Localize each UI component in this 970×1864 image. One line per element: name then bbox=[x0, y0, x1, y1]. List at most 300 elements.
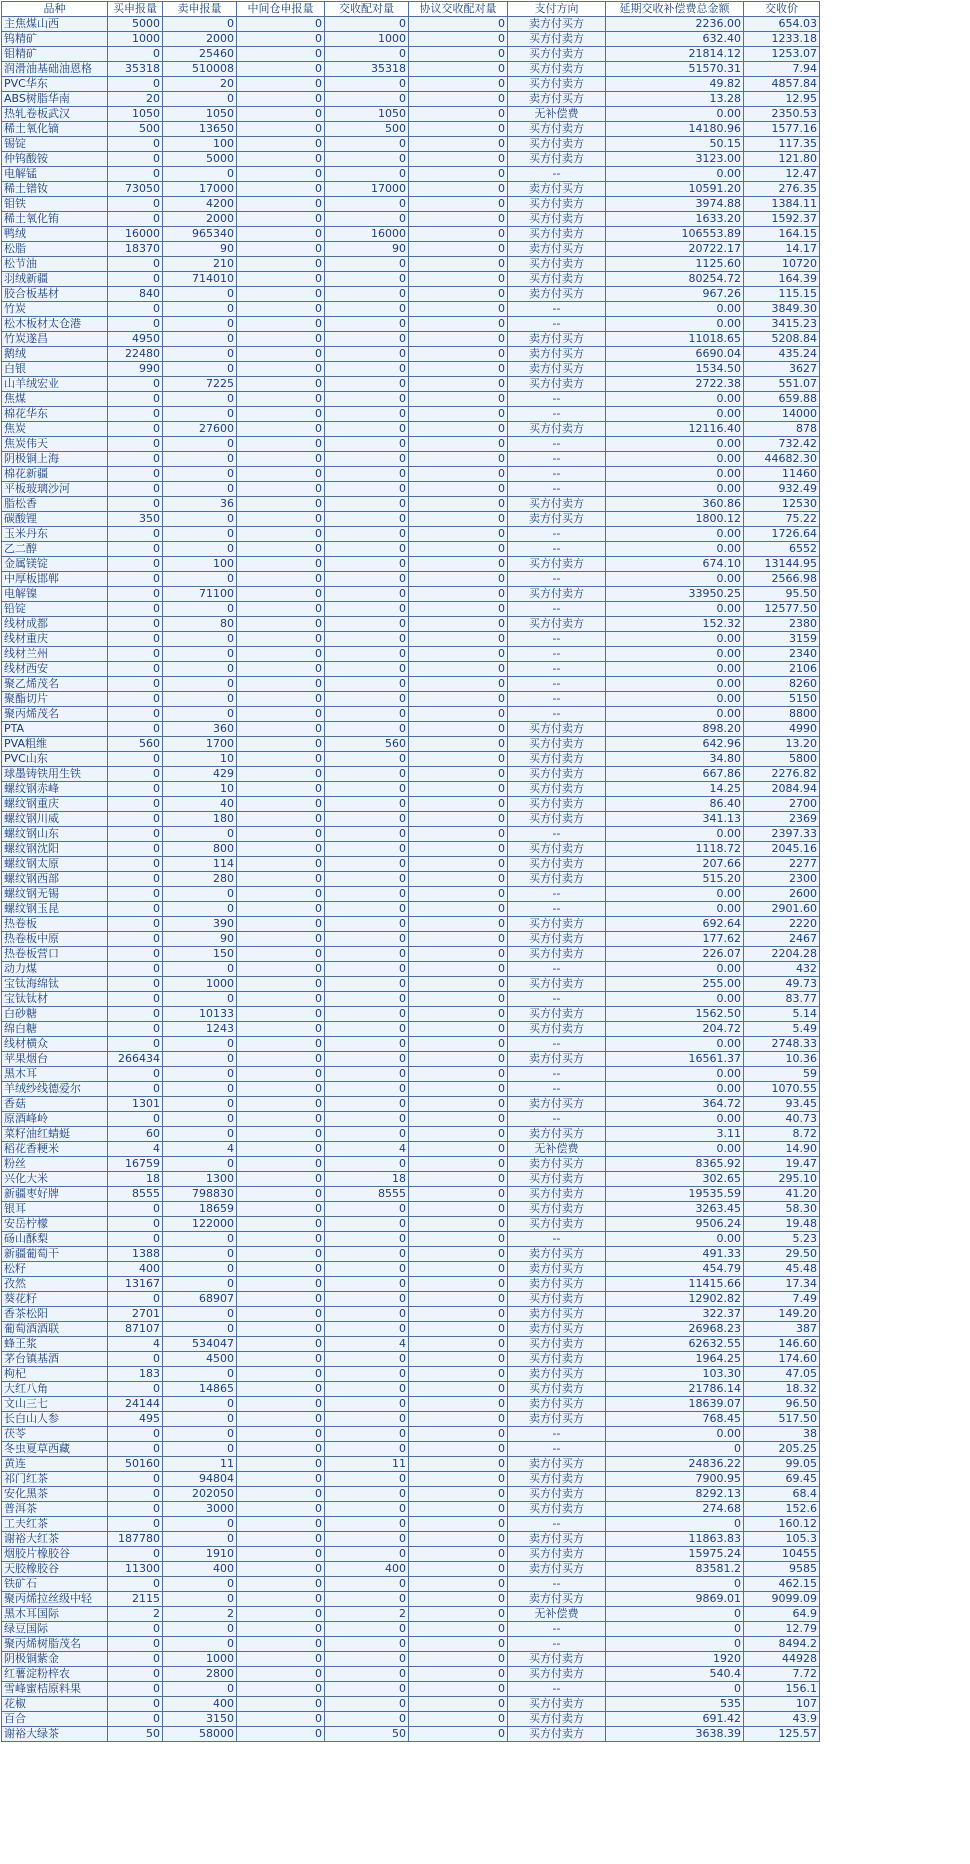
agreement-matched-cell: 0 bbox=[409, 1487, 508, 1502]
delivery-price-cell: 7.94 bbox=[744, 62, 820, 77]
table-row bbox=[2, 1607, 820, 1622]
buy-declared-cell: 0 bbox=[108, 797, 163, 812]
payment-direction-cell: 卖方付买方 bbox=[508, 1592, 606, 1607]
sell-declared-cell: 0 bbox=[163, 362, 237, 377]
compensation-total-cell: 8365.92 bbox=[606, 1157, 744, 1172]
delivery-matched-cell: 0 bbox=[325, 572, 409, 587]
table-row bbox=[2, 767, 820, 782]
compensation-total-cell: 0.00 bbox=[606, 542, 744, 557]
sell-declared-cell: 0 bbox=[163, 1082, 237, 1097]
delivery-price-cell: 8800 bbox=[744, 707, 820, 722]
compensation-total-cell: 642.96 bbox=[606, 737, 744, 752]
sell-declared-cell: 36 bbox=[163, 497, 237, 512]
table-row bbox=[2, 1277, 820, 1292]
compensation-total-cell: 0.00 bbox=[606, 167, 744, 182]
compensation-total-cell: 692.64 bbox=[606, 917, 744, 932]
delivery-price-cell: 14.17 bbox=[744, 242, 820, 257]
table-row bbox=[2, 887, 820, 902]
compensation-total-cell: 0 bbox=[606, 1637, 744, 1652]
compensation-total-cell: 0 bbox=[606, 1622, 744, 1637]
payment-direction-cell: 买方付卖方 bbox=[508, 377, 606, 392]
payment-direction-cell: 买方付卖方 bbox=[508, 587, 606, 602]
delivery-price-cell: 3627 bbox=[744, 362, 820, 377]
table-row bbox=[2, 842, 820, 857]
compensation-total-cell: 14180.96 bbox=[606, 122, 744, 137]
table-row bbox=[2, 737, 820, 752]
compensation-total-cell: 0.00 bbox=[606, 647, 744, 662]
intermediate-declared-cell: 0 bbox=[237, 1727, 325, 1742]
compensation-total-cell: 9506.24 bbox=[606, 1217, 744, 1232]
sell-declared-cell: 71100 bbox=[163, 587, 237, 602]
product-cell: 螺纹钢西部 bbox=[2, 872, 108, 887]
buy-declared-cell: 0 bbox=[108, 1217, 163, 1232]
intermediate-declared-cell: 0 bbox=[237, 347, 325, 362]
sell-declared-cell: 0 bbox=[163, 1427, 237, 1442]
compensation-total-cell: 12116.40 bbox=[606, 422, 744, 437]
intermediate-declared-cell: 0 bbox=[237, 62, 325, 77]
payment-direction-cell: 买方付卖方 bbox=[508, 1217, 606, 1232]
buy-declared-cell: 0 bbox=[108, 1382, 163, 1397]
delivery-price-cell: 517.50 bbox=[744, 1412, 820, 1427]
intermediate-declared-cell: 0 bbox=[237, 1112, 325, 1127]
delivery-price-cell: 160.12 bbox=[744, 1517, 820, 1532]
product-cell: 聚酯切片 bbox=[2, 692, 108, 707]
buy-declared-cell: 0 bbox=[108, 1502, 163, 1517]
compensation-total-cell: 83581.2 bbox=[606, 1562, 744, 1577]
intermediate-declared-cell: 0 bbox=[237, 797, 325, 812]
intermediate-declared-cell: 0 bbox=[237, 692, 325, 707]
table-row bbox=[2, 542, 820, 557]
sell-declared-cell: 390 bbox=[163, 917, 237, 932]
payment-direction-cell: 卖方付买方 bbox=[508, 512, 606, 527]
header-compensation-total: 延期交收补偿费总金额 bbox=[606, 2, 744, 17]
buy-declared-cell: 0 bbox=[108, 677, 163, 692]
delivery-price-cell: 125.57 bbox=[744, 1727, 820, 1742]
agreement-matched-cell: 0 bbox=[409, 782, 508, 797]
product-cell: 热卷板 bbox=[2, 917, 108, 932]
table-row bbox=[2, 1382, 820, 1397]
table-row bbox=[2, 1007, 820, 1022]
table-row bbox=[2, 197, 820, 212]
agreement-matched-cell: 0 bbox=[409, 422, 508, 437]
agreement-matched-cell: 0 bbox=[409, 197, 508, 212]
buy-declared-cell: 0 bbox=[108, 1352, 163, 1367]
buy-declared-cell: 4950 bbox=[108, 332, 163, 347]
agreement-matched-cell: 0 bbox=[409, 287, 508, 302]
product-cell: 棉花华东 bbox=[2, 407, 108, 422]
compensation-total-cell: 540.4 bbox=[606, 1667, 744, 1682]
delivery-price-cell: 1233.18 bbox=[744, 32, 820, 47]
table-row bbox=[2, 1097, 820, 1112]
compensation-total-cell: 18639.07 bbox=[606, 1397, 744, 1412]
intermediate-declared-cell: 0 bbox=[237, 1517, 325, 1532]
payment-direction-cell: -- bbox=[508, 527, 606, 542]
product-cell: 宝钛海绵钛 bbox=[2, 977, 108, 992]
delivery-price-cell: 41.20 bbox=[744, 1187, 820, 1202]
buy-declared-cell: 0 bbox=[108, 1487, 163, 1502]
sell-declared-cell: 0 bbox=[163, 527, 237, 542]
buy-declared-cell: 0 bbox=[108, 422, 163, 437]
sell-declared-cell: 1000 bbox=[163, 1652, 237, 1667]
payment-direction-cell: 买方付卖方 bbox=[508, 1727, 606, 1742]
product-cell: PVC华东 bbox=[2, 77, 108, 92]
delivery-price-cell: 49.73 bbox=[744, 977, 820, 992]
agreement-matched-cell: 0 bbox=[409, 1637, 508, 1652]
intermediate-declared-cell: 0 bbox=[237, 737, 325, 752]
delivery-price-cell: 5800 bbox=[744, 752, 820, 767]
compensation-total-cell: 15975.24 bbox=[606, 1547, 744, 1562]
delivery-price-cell: 13.20 bbox=[744, 737, 820, 752]
delivery-price-cell: 18.32 bbox=[744, 1382, 820, 1397]
delivery-price-cell: 551.07 bbox=[744, 377, 820, 392]
table-row bbox=[2, 272, 820, 287]
agreement-matched-cell: 0 bbox=[409, 1622, 508, 1637]
intermediate-declared-cell: 0 bbox=[237, 572, 325, 587]
product-cell: 冬虫夏草西藏 bbox=[2, 1442, 108, 1457]
payment-direction-cell: 无补偿费 bbox=[508, 1142, 606, 1157]
compensation-total-cell: 0.00 bbox=[606, 827, 744, 842]
compensation-total-cell: 0 bbox=[606, 1577, 744, 1592]
table-row bbox=[2, 1547, 820, 1562]
payment-direction-cell: 卖方付买方 bbox=[508, 1397, 606, 1412]
sell-declared-cell: 510008 bbox=[163, 62, 237, 77]
agreement-matched-cell: 0 bbox=[409, 137, 508, 152]
delivery-price-cell: 14.90 bbox=[744, 1142, 820, 1157]
sell-declared-cell: 2000 bbox=[163, 32, 237, 47]
payment-direction-cell: 买方付卖方 bbox=[508, 227, 606, 242]
payment-direction-cell: -- bbox=[508, 1427, 606, 1442]
buy-declared-cell: 0 bbox=[108, 692, 163, 707]
agreement-matched-cell: 0 bbox=[409, 1532, 508, 1547]
table-row bbox=[2, 512, 820, 527]
agreement-matched-cell: 0 bbox=[409, 542, 508, 557]
delivery-price-cell: 1577.16 bbox=[744, 122, 820, 137]
agreement-matched-cell: 0 bbox=[409, 812, 508, 827]
delivery-price-cell: 2467 bbox=[744, 932, 820, 947]
payment-direction-cell: 卖方付买方 bbox=[508, 1052, 606, 1067]
header-delivery-price: 交收价 bbox=[744, 2, 820, 17]
product-cell: 红薯淀粉梓农 bbox=[2, 1667, 108, 1682]
compensation-total-cell: 0.00 bbox=[606, 1232, 744, 1247]
compensation-total-cell: 0 bbox=[606, 1517, 744, 1532]
compensation-total-cell: 0.00 bbox=[606, 962, 744, 977]
table-row bbox=[2, 662, 820, 677]
intermediate-declared-cell: 0 bbox=[237, 497, 325, 512]
agreement-matched-cell: 0 bbox=[409, 962, 508, 977]
agreement-matched-cell: 0 bbox=[409, 1247, 508, 1262]
compensation-total-cell: 967.26 bbox=[606, 287, 744, 302]
table-row bbox=[2, 617, 820, 632]
compensation-total-cell: 0.00 bbox=[606, 677, 744, 692]
sell-declared-cell: 0 bbox=[163, 1412, 237, 1427]
header-product: 品种 bbox=[2, 2, 108, 17]
buy-declared-cell: 400 bbox=[108, 1262, 163, 1277]
agreement-matched-cell: 0 bbox=[409, 17, 508, 32]
sell-declared-cell: 0 bbox=[163, 1637, 237, 1652]
buy-declared-cell: 60 bbox=[108, 1127, 163, 1142]
product-cell: 葡萄酒酒联 bbox=[2, 1322, 108, 1337]
agreement-matched-cell: 0 bbox=[409, 1322, 508, 1337]
agreement-matched-cell: 0 bbox=[409, 1502, 508, 1517]
payment-direction-cell: 买方付卖方 bbox=[508, 1547, 606, 1562]
agreement-matched-cell: 0 bbox=[409, 1682, 508, 1697]
sell-declared-cell: 3150 bbox=[163, 1712, 237, 1727]
intermediate-declared-cell: 0 bbox=[237, 782, 325, 797]
table-row bbox=[2, 1067, 820, 1082]
delivery-matched-cell: 0 bbox=[325, 617, 409, 632]
agreement-matched-cell: 0 bbox=[409, 692, 508, 707]
intermediate-declared-cell: 0 bbox=[237, 1397, 325, 1412]
delivery-price-cell: 1253.07 bbox=[744, 47, 820, 62]
buy-declared-cell: 2115 bbox=[108, 1592, 163, 1607]
intermediate-declared-cell: 0 bbox=[237, 452, 325, 467]
delivery-matched-cell: 0 bbox=[325, 932, 409, 947]
delivery-matched-cell: 35318 bbox=[325, 62, 409, 77]
payment-direction-cell: -- bbox=[508, 827, 606, 842]
payment-direction-cell: 买方付卖方 bbox=[508, 122, 606, 137]
delivery-matched-cell: 0 bbox=[325, 1262, 409, 1277]
delivery-matched-cell: 0 bbox=[325, 77, 409, 92]
sell-declared-cell: 0 bbox=[163, 407, 237, 422]
sell-declared-cell: 90 bbox=[163, 932, 237, 947]
payment-direction-cell: 买方付卖方 bbox=[508, 1202, 606, 1217]
table-row bbox=[2, 77, 820, 92]
buy-declared-cell: 0 bbox=[108, 632, 163, 647]
product-cell: 线材横众 bbox=[2, 1037, 108, 1052]
intermediate-declared-cell: 0 bbox=[237, 1382, 325, 1397]
delivery-matched-cell: 0 bbox=[325, 452, 409, 467]
intermediate-declared-cell: 0 bbox=[237, 1037, 325, 1052]
delivery-matched-cell: 0 bbox=[325, 647, 409, 662]
payment-direction-cell: 买方付卖方 bbox=[508, 767, 606, 782]
buy-declared-cell: 0 bbox=[108, 902, 163, 917]
intermediate-declared-cell: 0 bbox=[237, 17, 325, 32]
table-row bbox=[2, 722, 820, 737]
table-row bbox=[2, 1037, 820, 1052]
compensation-total-cell: 0.00 bbox=[606, 1037, 744, 1052]
compensation-total-cell: 7900.95 bbox=[606, 1472, 744, 1487]
table-row bbox=[2, 992, 820, 1007]
compensation-total-cell: 20722.17 bbox=[606, 242, 744, 257]
sell-declared-cell: 14865 bbox=[163, 1382, 237, 1397]
buy-declared-cell: 0 bbox=[108, 647, 163, 662]
table-row bbox=[2, 917, 820, 932]
payment-direction-cell: 卖方付买方 bbox=[508, 242, 606, 257]
intermediate-declared-cell: 0 bbox=[237, 1217, 325, 1232]
sell-declared-cell: 800 bbox=[163, 842, 237, 857]
table-row bbox=[2, 857, 820, 872]
sell-declared-cell: 965340 bbox=[163, 227, 237, 242]
agreement-matched-cell: 0 bbox=[409, 1577, 508, 1592]
product-cell: 铅锭 bbox=[2, 602, 108, 617]
delivery-matched-cell: 0 bbox=[325, 992, 409, 1007]
payment-direction-cell: -- bbox=[508, 407, 606, 422]
agreement-matched-cell: 0 bbox=[409, 842, 508, 857]
delivery-matched-cell: 0 bbox=[325, 962, 409, 977]
agreement-matched-cell: 0 bbox=[409, 1097, 508, 1112]
sell-declared-cell: 0 bbox=[163, 1577, 237, 1592]
delivery-price-cell: 2204.28 bbox=[744, 947, 820, 962]
buy-declared-cell: 0 bbox=[108, 1682, 163, 1697]
sell-declared-cell: 80 bbox=[163, 617, 237, 632]
compensation-total-cell: 14.25 bbox=[606, 782, 744, 797]
payment-direction-cell: 卖方付买方 bbox=[508, 1097, 606, 1112]
delivery-price-cell: 44928 bbox=[744, 1652, 820, 1667]
buy-declared-cell: 0 bbox=[108, 977, 163, 992]
table-row bbox=[2, 692, 820, 707]
product-cell: 电解镍 bbox=[2, 587, 108, 602]
sell-declared-cell: 0 bbox=[163, 317, 237, 332]
buy-declared-cell: 0 bbox=[108, 1037, 163, 1052]
product-cell: 蜂王浆 bbox=[2, 1337, 108, 1352]
sell-declared-cell: 0 bbox=[163, 437, 237, 452]
agreement-matched-cell: 0 bbox=[409, 1202, 508, 1217]
agreement-matched-cell: 0 bbox=[409, 1172, 508, 1187]
compensation-total-cell: 1125.60 bbox=[606, 257, 744, 272]
intermediate-declared-cell: 0 bbox=[237, 77, 325, 92]
sell-declared-cell: 0 bbox=[163, 1277, 237, 1292]
delivery-matched-cell: 0 bbox=[325, 332, 409, 347]
table-row bbox=[2, 1202, 820, 1217]
delivery-price-cell: 2106 bbox=[744, 662, 820, 677]
compensation-total-cell: 0 bbox=[606, 1682, 744, 1697]
delivery-matched-cell: 0 bbox=[325, 1427, 409, 1442]
delivery-price-cell: 83.77 bbox=[744, 992, 820, 1007]
buy-declared-cell: 0 bbox=[108, 932, 163, 947]
sell-declared-cell: 90 bbox=[163, 242, 237, 257]
intermediate-declared-cell: 0 bbox=[237, 557, 325, 572]
intermediate-declared-cell: 0 bbox=[237, 992, 325, 1007]
product-cell: 苹果烟台 bbox=[2, 1052, 108, 1067]
compensation-total-cell: 322.37 bbox=[606, 1307, 744, 1322]
agreement-matched-cell: 0 bbox=[409, 1397, 508, 1412]
intermediate-declared-cell: 0 bbox=[237, 1652, 325, 1667]
payment-direction-cell: -- bbox=[508, 482, 606, 497]
buy-declared-cell: 0 bbox=[108, 602, 163, 617]
table-row bbox=[2, 1412, 820, 1427]
intermediate-declared-cell: 0 bbox=[237, 722, 325, 737]
payment-direction-cell: 无补偿费 bbox=[508, 107, 606, 122]
agreement-matched-cell: 0 bbox=[409, 977, 508, 992]
compensation-total-cell: 0.00 bbox=[606, 1082, 744, 1097]
buy-declared-cell: 0 bbox=[108, 1202, 163, 1217]
table-row bbox=[2, 872, 820, 887]
agreement-matched-cell: 0 bbox=[409, 1337, 508, 1352]
payment-direction-cell: -- bbox=[508, 1577, 606, 1592]
delivery-price-cell: 5150 bbox=[744, 692, 820, 707]
agreement-matched-cell: 0 bbox=[409, 1382, 508, 1397]
payment-direction-cell: 买方付卖方 bbox=[508, 257, 606, 272]
payment-direction-cell: -- bbox=[508, 692, 606, 707]
delivery-price-cell: 174.60 bbox=[744, 1352, 820, 1367]
delivery-price-cell: 152.6 bbox=[744, 1502, 820, 1517]
payment-direction-cell: -- bbox=[508, 302, 606, 317]
delivery-price-cell: 12.47 bbox=[744, 167, 820, 182]
product-cell: 焦煤 bbox=[2, 392, 108, 407]
delivery-price-cell: 12577.50 bbox=[744, 602, 820, 617]
compensation-total-cell: 0.00 bbox=[606, 407, 744, 422]
compensation-total-cell: 691.42 bbox=[606, 1712, 744, 1727]
product-cell: 金属镁锭 bbox=[2, 557, 108, 572]
intermediate-declared-cell: 0 bbox=[237, 1667, 325, 1682]
agreement-matched-cell: 0 bbox=[409, 1007, 508, 1022]
buy-declared-cell: 0 bbox=[108, 392, 163, 407]
buy-declared-cell: 0 bbox=[108, 437, 163, 452]
payment-direction-cell: 卖方付买方 bbox=[508, 1157, 606, 1172]
buy-declared-cell: 0 bbox=[108, 992, 163, 1007]
agreement-matched-cell: 0 bbox=[409, 212, 508, 227]
delivery-price-cell: 1384.11 bbox=[744, 197, 820, 212]
agreement-matched-cell: 0 bbox=[409, 1262, 508, 1277]
payment-direction-cell: -- bbox=[508, 452, 606, 467]
product-cell: 竹炭 bbox=[2, 302, 108, 317]
buy-declared-cell: 0 bbox=[108, 497, 163, 512]
buy-declared-cell: 16000 bbox=[108, 227, 163, 242]
intermediate-declared-cell: 0 bbox=[237, 1232, 325, 1247]
table-row bbox=[2, 302, 820, 317]
intermediate-declared-cell: 0 bbox=[237, 677, 325, 692]
delivery-price-cell: 10455 bbox=[744, 1547, 820, 1562]
delivery-price-cell: 276.35 bbox=[744, 182, 820, 197]
compensation-total-cell: 360.86 bbox=[606, 497, 744, 512]
table-row bbox=[2, 1502, 820, 1517]
buy-declared-cell: 0 bbox=[108, 812, 163, 827]
delivery-price-cell: 19.48 bbox=[744, 1217, 820, 1232]
payment-direction-cell: 买方付卖方 bbox=[508, 197, 606, 212]
compensation-total-cell: 491.33 bbox=[606, 1247, 744, 1262]
buy-declared-cell: 0 bbox=[108, 1697, 163, 1712]
delivery-price-cell: 95.50 bbox=[744, 587, 820, 602]
product-cell: 脂松香 bbox=[2, 497, 108, 512]
table-row bbox=[2, 677, 820, 692]
intermediate-declared-cell: 0 bbox=[237, 242, 325, 257]
delivery-matched-cell: 0 bbox=[325, 1217, 409, 1232]
sell-declared-cell: 2800 bbox=[163, 1667, 237, 1682]
intermediate-declared-cell: 0 bbox=[237, 1157, 325, 1172]
buy-declared-cell: 0 bbox=[108, 1232, 163, 1247]
sell-declared-cell: 0 bbox=[163, 1052, 237, 1067]
sell-declared-cell: 0 bbox=[163, 677, 237, 692]
compensation-total-cell: 0.00 bbox=[606, 1427, 744, 1442]
product-cell: 松木板材太仓港 bbox=[2, 317, 108, 332]
compensation-total-cell: 2236.00 bbox=[606, 17, 744, 32]
buy-declared-cell: 0 bbox=[108, 1637, 163, 1652]
agreement-matched-cell: 0 bbox=[409, 557, 508, 572]
sell-declared-cell: 1243 bbox=[163, 1022, 237, 1037]
sell-declared-cell: 7225 bbox=[163, 377, 237, 392]
payment-direction-cell: -- bbox=[508, 437, 606, 452]
product-cell: 新疆葡萄干 bbox=[2, 1247, 108, 1262]
agreement-matched-cell: 0 bbox=[409, 1697, 508, 1712]
sell-declared-cell: 4500 bbox=[163, 1352, 237, 1367]
compensation-total-cell: 1633.20 bbox=[606, 212, 744, 227]
product-cell: 螺纹钢川威 bbox=[2, 812, 108, 827]
table-row bbox=[2, 62, 820, 77]
table-row bbox=[2, 362, 820, 377]
product-cell: 新疆枣好牌 bbox=[2, 1187, 108, 1202]
sell-declared-cell: 0 bbox=[163, 1322, 237, 1337]
buy-declared-cell: 18 bbox=[108, 1172, 163, 1187]
delivery-matched-cell: 18 bbox=[325, 1172, 409, 1187]
sell-declared-cell: 11 bbox=[163, 1457, 237, 1472]
table-row bbox=[2, 1532, 820, 1547]
product-cell: 玉米丹东 bbox=[2, 527, 108, 542]
table-row bbox=[2, 407, 820, 422]
agreement-matched-cell: 0 bbox=[409, 392, 508, 407]
product-cell: 螺纹钢赤峰 bbox=[2, 782, 108, 797]
compensation-total-cell: 11415.66 bbox=[606, 1277, 744, 1292]
product-cell: 润滑油基础油恩格 bbox=[2, 62, 108, 77]
